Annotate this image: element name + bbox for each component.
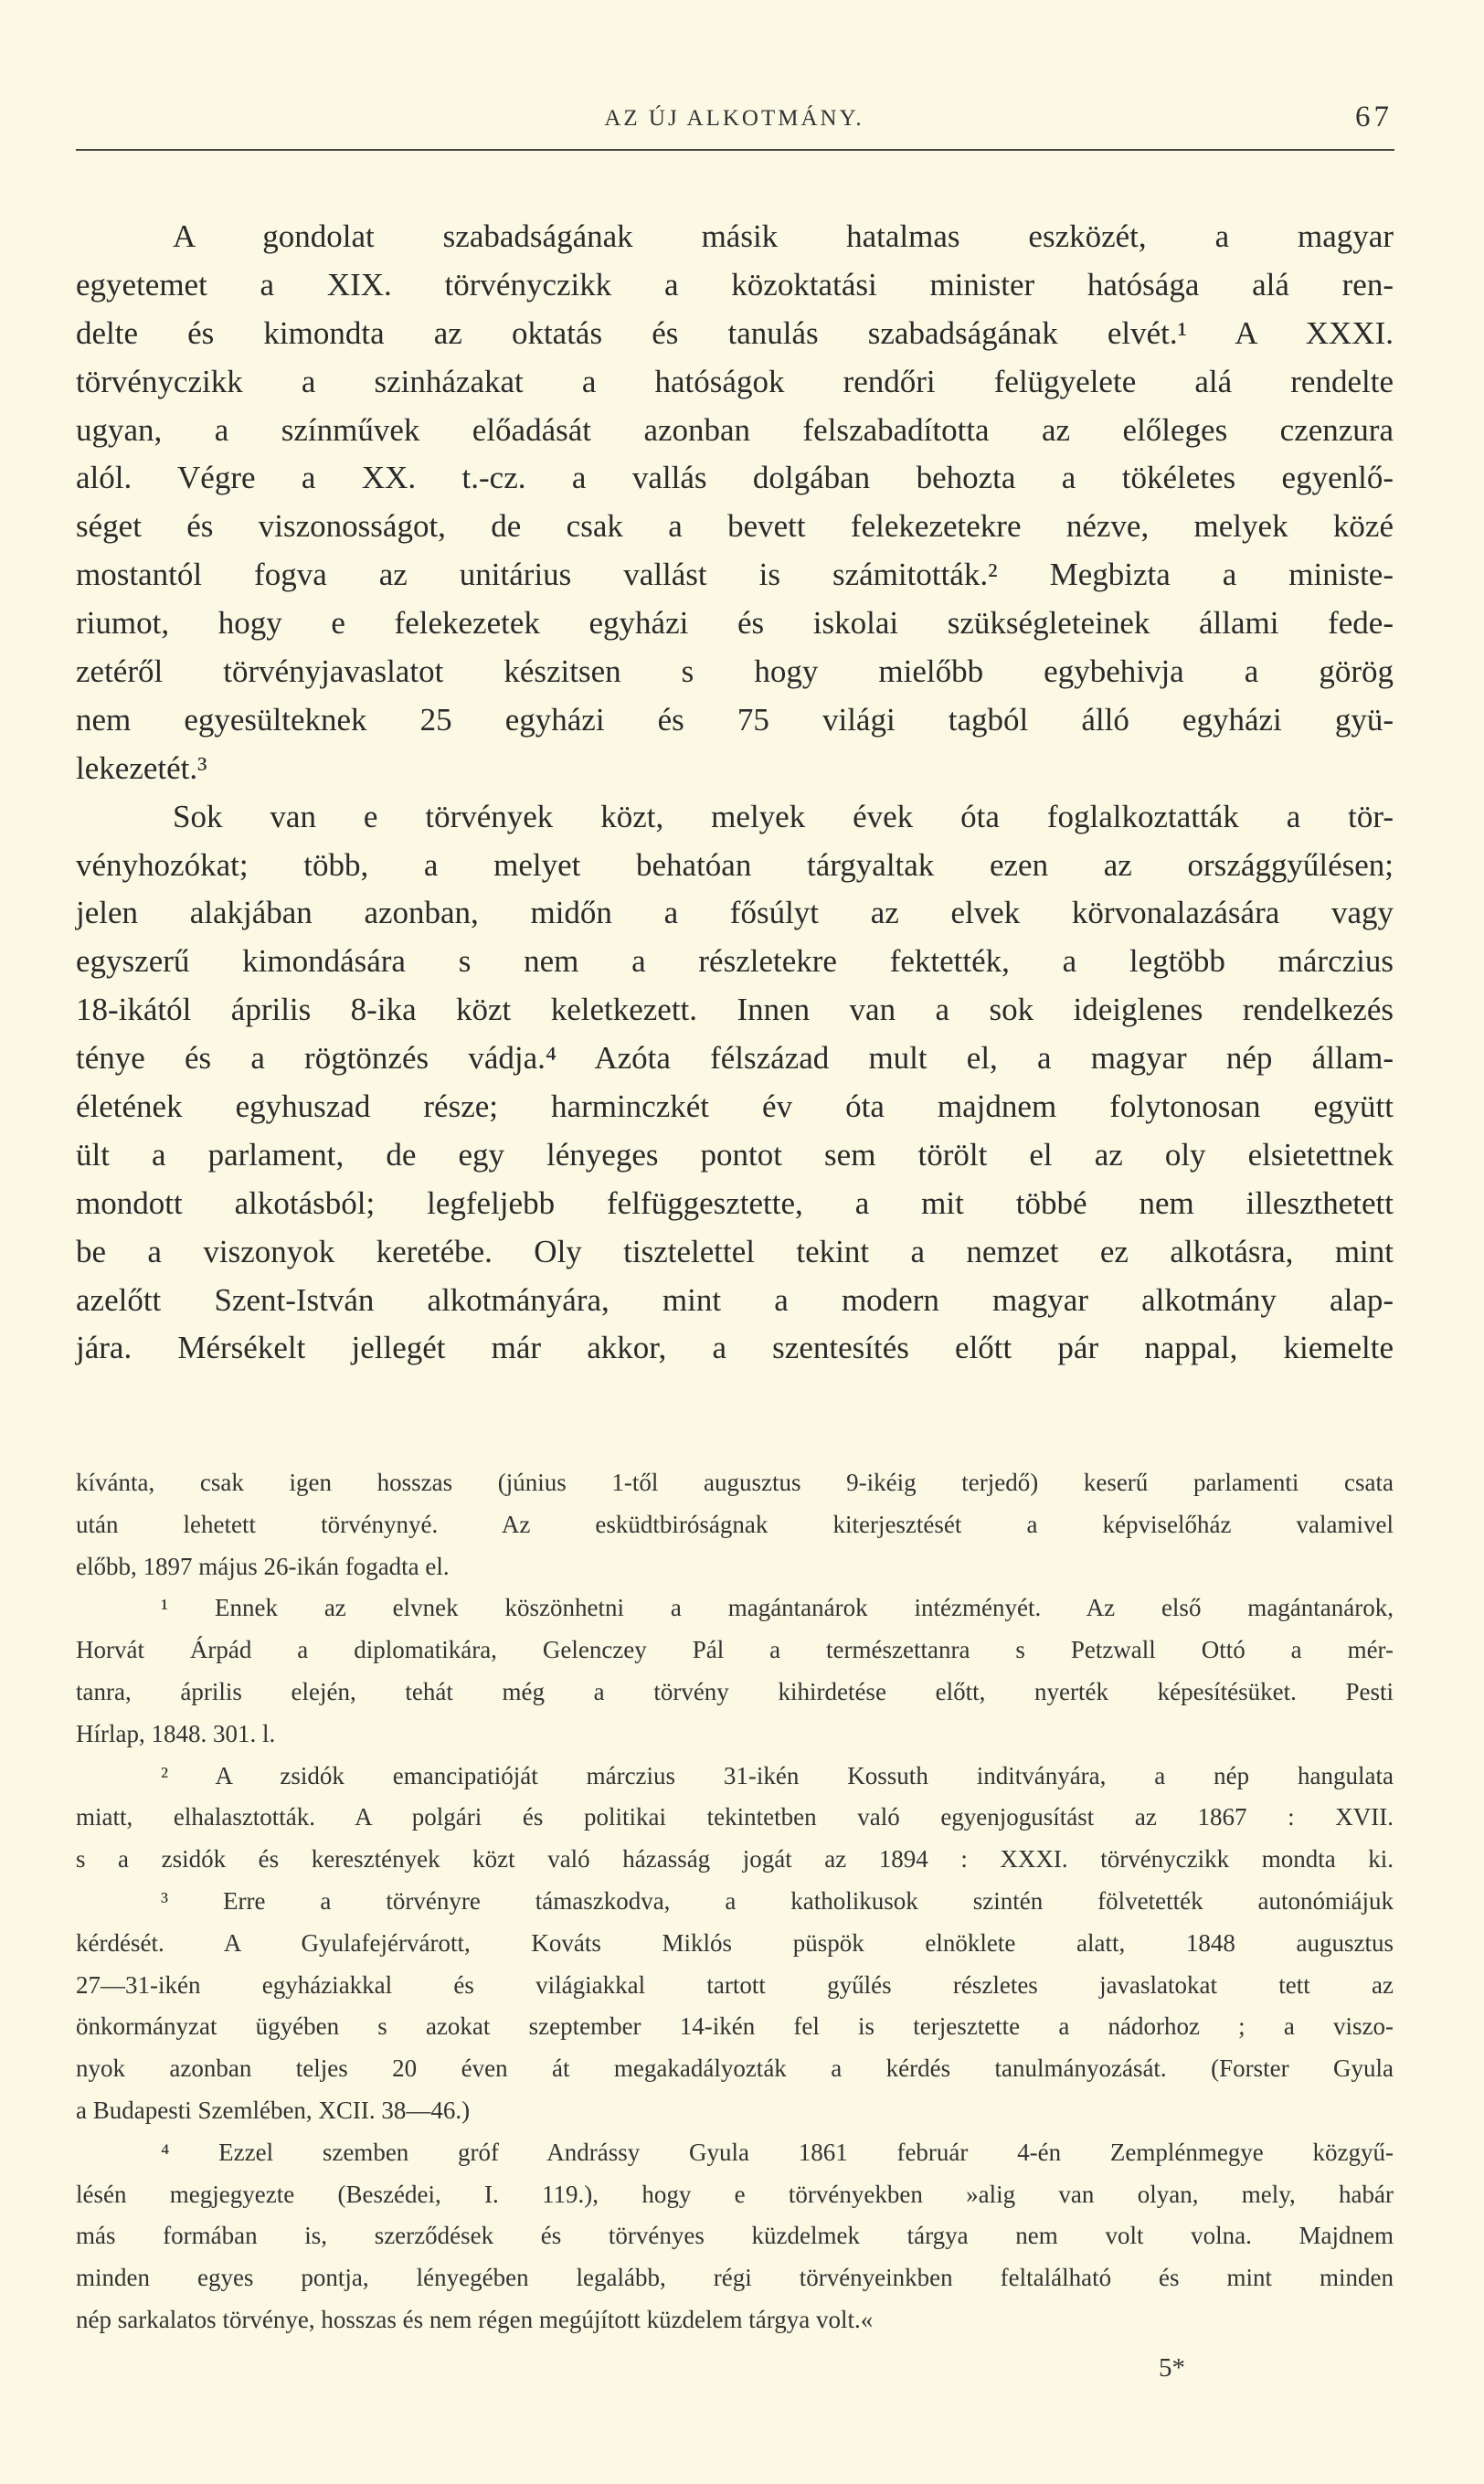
- text-line: vényhozókat; több, a melyet behatóan tárgyaltak ezen az országgyűlésen;: [76, 846, 1394, 883]
- text-line: delte és kimondta az oktatás és tanulás szabadságának elvét.¹ A XXXI.: [76, 314, 1394, 351]
- footnote-line: más formában is, szerződések és törvényes küzdelmek tárgya nem volt volna. Majdnem: [76, 2222, 1394, 2250]
- text-line: lekezetét.³: [76, 749, 207, 786]
- signature-mark: 5*: [1159, 2353, 1185, 2383]
- footnote-line: 27—31-ikén egyháziakkal és világiakkal tartott gyűlés részletes javaslatokat tett az: [76, 1970, 1394, 1999]
- text-line: be a viszonyok keretébe. Oly tisztelettel tekint a nemzet ez alkotásra, mint: [76, 1233, 1394, 1269]
- footnote-line: Hírlap, 1848. 301. l.: [76, 1719, 276, 1747]
- text-line: zetéről törvényjavaslatot készitsen s hogy mielőbb egybehivja a görög: [76, 653, 1394, 690]
- text-line: mondott alkotásból; legfeljebb felfüggesztette, a mit többé nem illeszthetett: [76, 1184, 1394, 1221]
- footnote-line: tanra, április elején, tehát még a törvény kihirdetése előtt, nyerték képesítésüket. Pesti: [76, 1677, 1394, 1705]
- text-line: jelen alakjában azonban, midőn a fősúlyt az elvek körvonalazására vagy: [76, 895, 1394, 931]
- text-line: mostantól fogva az unitárius vallást is számitották.² Megbizta a ministe-: [76, 557, 1394, 593]
- footnote-line: ¹ Ennek az elvnek köszönhetni a magántanárok intézményét. Az első magántanárok,: [161, 1594, 1394, 1622]
- text-line: azelőtt Szent-István alkotmányára, mint a modern magyar alkotmány alap-: [76, 1281, 1394, 1318]
- text-line: ugyan, a színművek előadását azonban felszabadította az előleges czenzura: [76, 411, 1394, 448]
- text-line: egyszerű kimondására s nem a részletekre fektették, a legtöbb márczius: [76, 943, 1394, 980]
- footnote-line: után lehetett törvénynyé. Az esküdtbiróságnak kiterjesztését a képviselőház valamivel: [76, 1510, 1394, 1538]
- footnote-line: előbb, 1897 május 26-ikán fogadta el.: [76, 1552, 450, 1580]
- footnote-line: kívánta, csak igen hosszas (június 1-től augusztus 9-ikéig terjedő) keserű parlamenti csata: [76, 1469, 1394, 1496]
- main-text: [76, 213, 1394, 1373]
- text-line: Sok van e törvények közt, melyek évek óta foglalkoztatták a tör-: [173, 798, 1394, 834]
- text-line: alól. Végre a XX. t.-cz. a vallás dolgában behozta a tökéletes egyenlő-: [76, 460, 1394, 496]
- text-line: ült a parlament, de egy lényeges pontot sem törölt el az oly elsietettnek: [76, 1136, 1394, 1173]
- footnote-line: lésén megjegyezte (Beszédei, I. 119.), hogy e törvényekben »alig van olyan, mely, habár: [76, 2180, 1394, 2208]
- text-line: 18-ikától április 8-ika közt keletkezett. Innen van a sok ideiglenes rendelkezés: [76, 992, 1394, 1028]
- header-rule: [76, 149, 1394, 151]
- text-line: egyetemet a XIX. törvényczikk a közoktatási minister hatósága alá ren-: [76, 266, 1394, 303]
- footnote-line: nyok azonban teljes 20 éven át megakadályozták a kérdés tanulmányozását. (Forster Gyula: [76, 2054, 1394, 2083]
- footnote-line: ⁴ Ezzel szemben gróf Andrássy Gyula 1861 február 4-én Zemplénmegye közgyű-: [161, 2138, 1394, 2166]
- text-line: riumot, hogy e felekezetek egyházi és iskolai szükségleteinek állami fede-: [76, 605, 1394, 642]
- footnote-line: ² A zsidók emancipatióját márczius 31-ikén Kossuth inditványára, a nép hangulata: [161, 1761, 1394, 1789]
- footnote-line: önkormányzat ügyében s azokat szeptember 14-ikén fel is terjesztette a nádorhoz ; a viszo-: [76, 2012, 1394, 2041]
- footnote-line: Horvát Árpád a diplomatikára, Gelenczey Pál a természettanra s Petzwall Ottó a mér-: [76, 1636, 1394, 1664]
- text-line: életének egyhuszad része; harminczkét év óta majdnem folytonosan együtt: [76, 1088, 1394, 1125]
- footnote-line: ³ Erre a törvényre támaszkodva, a katholikusok szintén fölvetették autonómiájuk: [161, 1886, 1394, 1915]
- footnote-line: kérdését. A Gyulafejérvárott, Kováts Miklós püspök elnöklete alatt, 1848 augusztus: [76, 1928, 1394, 1957]
- footnotes: [76, 1462, 1394, 2341]
- running-title: AZ ÚJ ALKOTMÁNY.: [604, 106, 864, 131]
- footnote-line: minden egyes pontja, lényegében legalább, régi törvényeinkben feltalálható és mint minden: [76, 2264, 1394, 2292]
- running-header: [76, 99, 1393, 144]
- text-line: törvényczikk a szinházakat a hatóságok rendőri felügyelete alá rendelte: [76, 363, 1394, 399]
- text-line: A gondolat szabadságának másik hatalmas eszközét, a magyar: [173, 218, 1394, 254]
- text-line: jára. Mérsékelt jellegét már akkor, a szentesítés előtt pár nappal, kiemelte: [76, 1330, 1394, 1366]
- text-line: nem egyesülteknek 25 egyházi és 75 világi tagból álló egyházi gyü-: [76, 701, 1394, 738]
- footnote-line: nép sarkalatos törvénye, hosszas és nem régen megújított küzdelem tárgya volt.«: [76, 2305, 874, 2333]
- footnote-line: s a zsidók és keresztények közt való házasság jogát az 1894 : XXXI. törvényczikk mondta ki.: [76, 1845, 1394, 1874]
- footnote-line: a Budapesti Szemlében, XCII. 38—46.): [76, 2096, 471, 2124]
- text-line: séget és viszonosságot, de csak a bevett felekezetekre nézve, melyek közé: [76, 508, 1394, 545]
- footnote-line: miatt, elhalasztották. A polgári és politikai tekintetben való egyenjogusítást az 1867 : XVII.: [76, 1803, 1394, 1831]
- text-line: ténye és a rögtönzés vádja.⁴ Azóta félszázad mult el, a magyar nép állam-: [76, 1040, 1394, 1077]
- page-number: 67: [1355, 101, 1393, 133]
